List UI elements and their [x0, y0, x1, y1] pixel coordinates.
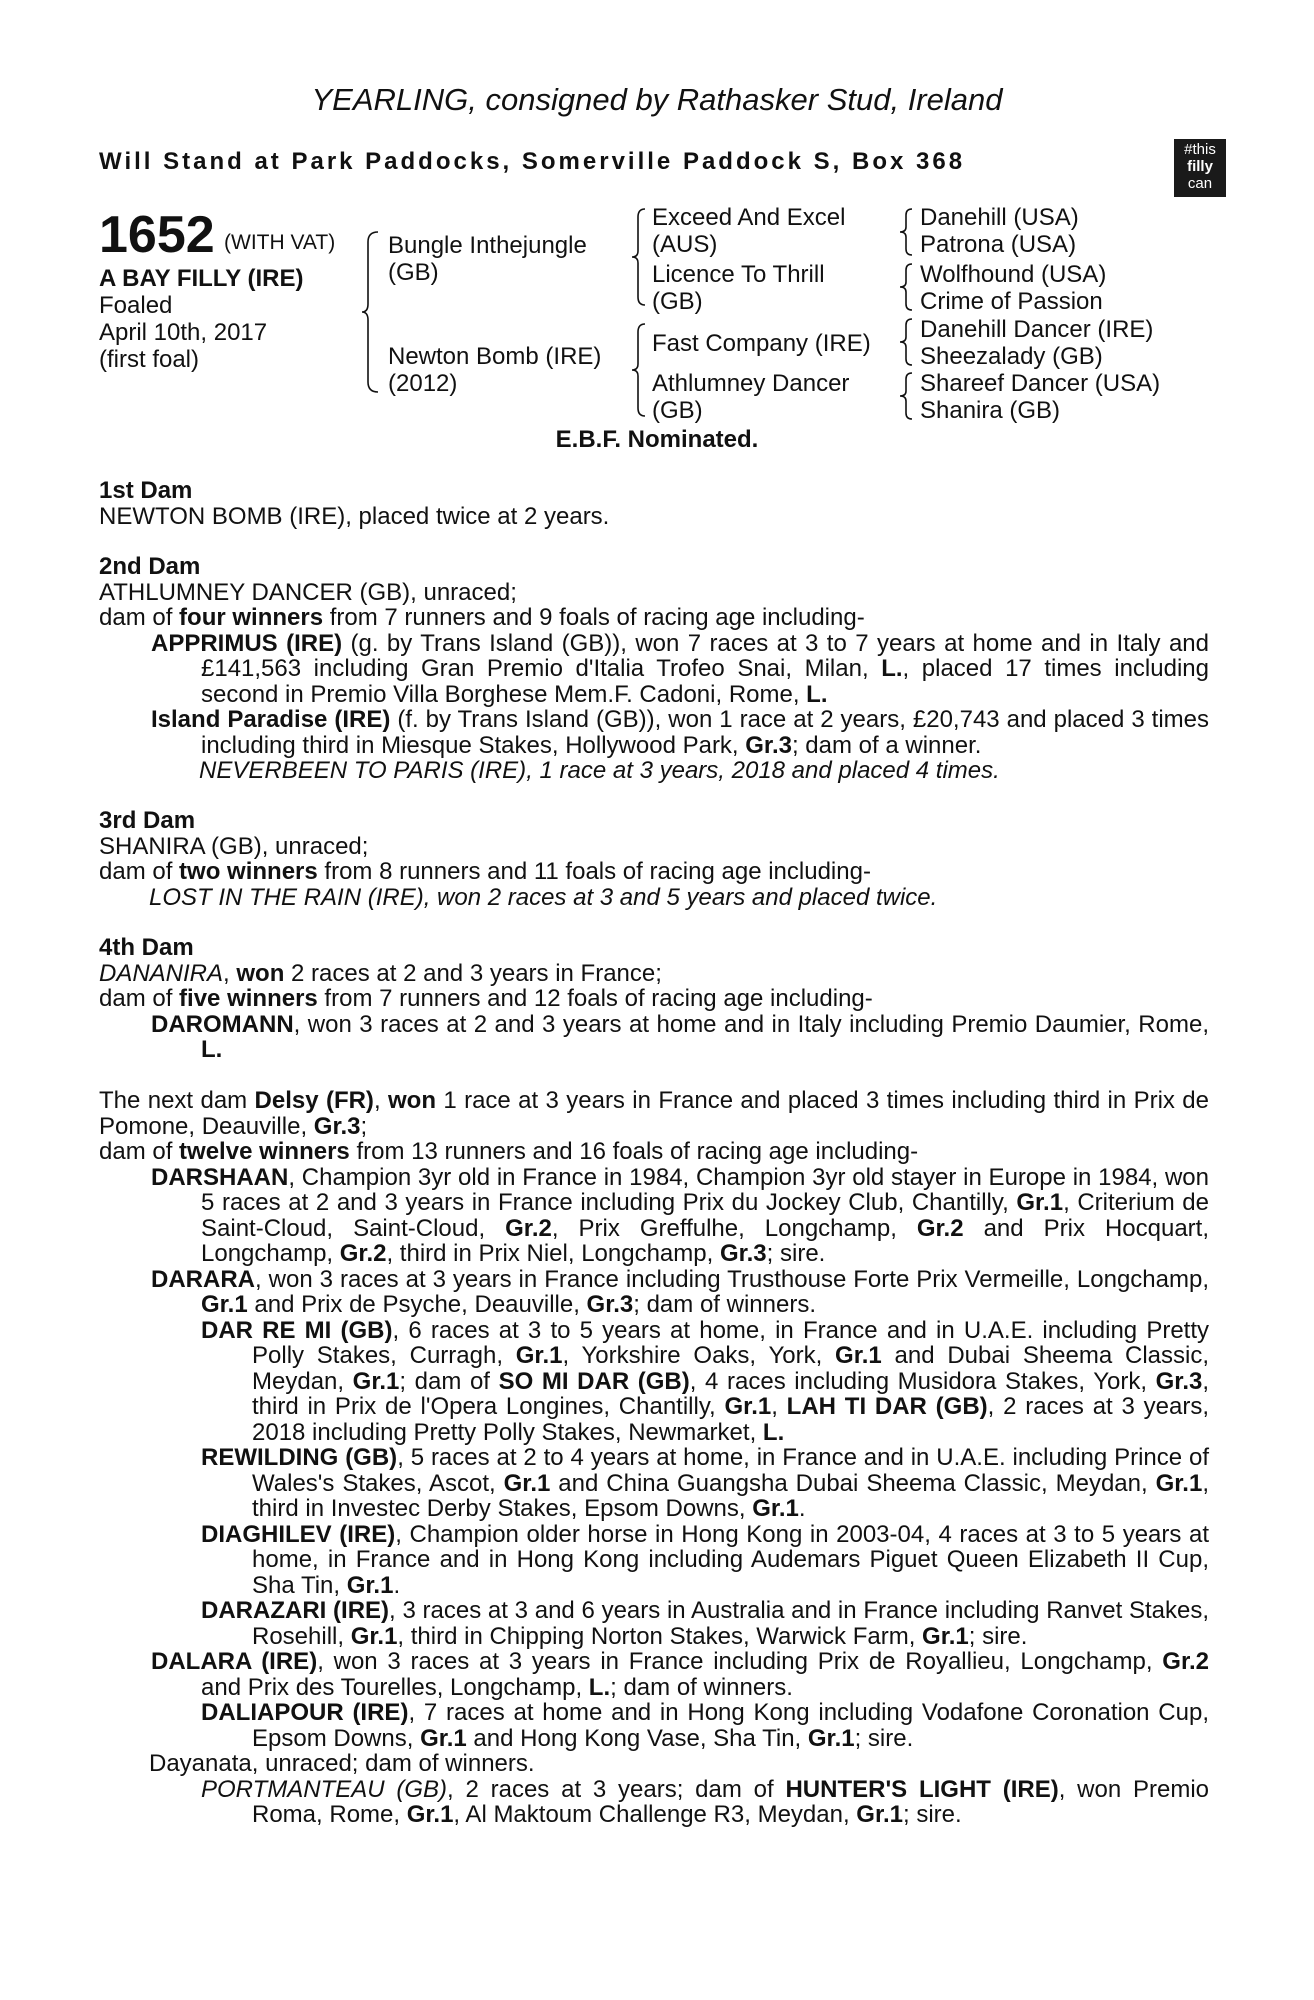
fourth-dam-section	[99, 935, 1209, 1063]
pedigree-bracket-dam	[630, 320, 650, 420]
text-run: , Al Maktoum Challenge R3, Meydan,	[453, 1801, 857, 1828]
text-run: , won 3 races at 3 years in France including Prix de Royallieu, Longchamp,	[317, 1648, 1163, 1675]
text-run: five winners	[179, 985, 318, 1012]
vat-note: (WITH VAT)	[224, 231, 336, 254]
text-run: 2 races at 2 and 3 years in France;	[284, 959, 662, 987]
text-run: DARSHAAN	[151, 1163, 289, 1191]
dam-record: NEWTON BOMB (IRE), placed twice at 2 years.	[99, 502, 610, 530]
text-run: from 13 runners and 16 foals of racing age including-	[349, 1138, 919, 1165]
first-dam-section	[99, 478, 1209, 529]
sire-dam: Licence To Thrill	[652, 261, 825, 288]
produce-entry	[99, 631, 1209, 708]
foal-note: (first foal)	[99, 346, 200, 373]
text-run: , won 3 races at 3 years in France including Trusthouse Forte Prix Vermeille, Longchamp,	[255, 1265, 1209, 1293]
text-run: and Prix des Tourelles, Longchamp,	[201, 1673, 589, 1701]
text-run: dam of	[99, 858, 180, 885]
foaled-date: April 10th, 2017	[99, 319, 268, 346]
text-run: NEVERBEEN TO PARIS (IRE)	[199, 757, 527, 784]
text-run: ,	[771, 1393, 787, 1420]
horse-name: A BAY FILLY (IRE)	[99, 265, 304, 292]
section-heading: 4th Dam	[99, 934, 194, 961]
text-run: , 2 races at 3 years; dam of	[447, 1775, 786, 1803]
text-run: ; sire.	[766, 1240, 826, 1267]
text-run: PORTMANTEAU (GB)	[201, 1775, 448, 1803]
sire-sire: Exceed And Excel	[652, 204, 846, 231]
text-run: .	[393, 1571, 401, 1599]
text-run: , Yorkshire Oaks, York,	[562, 1342, 836, 1369]
pedigree-bracket-sire	[630, 205, 650, 310]
text-run: ; dam of a winner.	[791, 731, 982, 759]
text-run: Gr.1	[856, 1801, 903, 1828]
text-run: Gr.3	[719, 1240, 767, 1267]
ebf-nominated: E.B.F. Nominated.	[555, 426, 759, 453]
text-run: from 7 runners and 9 foals of racing age including-	[323, 604, 865, 631]
produce-entry	[99, 1777, 1209, 1828]
text-run: and Hong Kong Vase, Sha Tin,	[466, 1724, 808, 1752]
text-run: , Champion 3yr old in France in 1984, Champion 3yr old stayer in Europe in 1984, won 5 races at 2 and 3 years in France including Prix du Jockey Club, Chantilly,	[201, 1163, 1209, 1216]
text-run: (f. by Trans Island (GB)), won 1 race at 2 years, £20,743 and placed 3 times including third in Miesque Stakes, Hollywood Park,	[201, 706, 1209, 759]
logo-line: can	[1187, 175, 1213, 192]
text-run: , 3 races at 3 and 6 years in Australia and in France including Ranvet Stakes, Rosehill,	[252, 1597, 1209, 1650]
text-run: and Prix Hocquart, Longchamp,	[201, 1214, 1209, 1267]
text-run: four winners	[179, 604, 324, 631]
text-run: and Prix de Psyche, Deauville,	[247, 1291, 587, 1318]
text-run: from 7 runners and 12 foals of racing age including-	[317, 985, 873, 1012]
text-run: ; sire.	[903, 1801, 962, 1828]
text-run: L.	[762, 1418, 785, 1446]
text-run: ; dam of winners.	[610, 1673, 793, 1701]
logo-line: #this	[1184, 141, 1216, 158]
text-run: Gr.1	[1155, 1469, 1203, 1497]
foaled-label: Foaled	[99, 292, 173, 319]
text-run: , 5 races at 2 to 4 years at home, in France and in U.A.E. including Prince of Wales's Stakes, Ascot,	[252, 1444, 1209, 1497]
produce-entry	[99, 1318, 1209, 1446]
lot-number: 1652	[99, 206, 215, 264]
text-run: , won 3 races at 2 and 3 years at home and in Italy including Premio Daumier, Rome,	[293, 1010, 1209, 1038]
text-run: L.	[881, 655, 903, 682]
text-run: Gr.1	[835, 1342, 882, 1369]
produce-summary	[99, 1139, 1209, 1165]
dam-record	[99, 961, 1209, 987]
text-run: won	[387, 1087, 436, 1114]
text-run: , Champion older horse in Hong Kong in 2003-04, 4 races at 3 to 5 years at home, in France and in Hong Kong including Audemars Piguet Queen Elizabeth II Cup, Sha Tin,	[252, 1520, 1209, 1599]
sire-origin: (GB)	[388, 259, 439, 286]
produce-summary	[99, 859, 1209, 885]
produce-entry	[99, 1598, 1209, 1649]
text-run: Gr.1	[724, 1393, 772, 1420]
text-run: LOST IN THE RAIN (IRE)	[149, 883, 424, 911]
dam-record: ATHLUMNEY DANCER (GB), unraced;	[99, 578, 517, 606]
text-run: Gr.3	[313, 1112, 361, 1140]
consignment-line: YEARLING, consigned by Rathasker Stud, Ireland	[311, 82, 1003, 117]
text-run: L.	[201, 1036, 223, 1063]
text-run: Delsy (FR)	[254, 1087, 374, 1114]
text-run: , third in Investec Derby Stakes, Epsom Downs,	[252, 1469, 1209, 1522]
text-run: dam of	[99, 1138, 180, 1165]
text-run: (g. by Trans Island (GB)), won 7 races at 3 to 7 years at home and in Italy and £141,563 including Gran Premio d'Italia Trofeo Snai, Milan,	[201, 629, 1209, 682]
dam-year: (2012)	[388, 370, 458, 397]
text-run: , Criterium de Saint-Cloud, Saint-Cloud,	[201, 1189, 1209, 1242]
text-run: dam of	[99, 985, 180, 1012]
text-run: Gr.1	[406, 1801, 454, 1828]
text-run: ; dam of winners.	[633, 1291, 816, 1318]
text-run: DANANIRA	[99, 959, 224, 987]
text-run: Gr.1	[503, 1469, 551, 1497]
dam-dam: Athlumney Dancer	[652, 370, 850, 397]
text-run: Gr.1	[807, 1724, 855, 1752]
third-dam-section	[99, 808, 1209, 910]
section-heading: 3rd Dam	[99, 807, 196, 834]
text-run: HUNTER'S LIGHT (IRE)	[785, 1775, 1059, 1803]
text-run: DALIAPOUR (IRE)	[201, 1699, 409, 1726]
text-run: DARARA	[151, 1265, 255, 1293]
section-heading: 1st Dam	[99, 477, 193, 504]
produce-entry	[99, 885, 1209, 911]
stand-location: Will Stand at Park Paddocks, Somerville Paddock S, Box 368	[99, 148, 966, 175]
produce-summary	[99, 986, 1209, 1012]
text-run: twelve winners	[179, 1138, 350, 1165]
text-run: and China Guangsha Dubai Sheema Classic, Meydan,	[550, 1469, 1156, 1497]
text-run: , won Premio Roma, Rome,	[252, 1775, 1210, 1828]
text-run: .	[798, 1495, 806, 1522]
text-run: REWILDING (GB)	[201, 1444, 398, 1471]
text-run: Gr.2	[916, 1214, 964, 1242]
text-run: L.	[588, 1673, 611, 1701]
text-run: DAR RE MI (GB)	[201, 1316, 393, 1344]
text-run: DALARA (IRE)	[151, 1648, 318, 1675]
text-run: Gr.1	[420, 1724, 467, 1752]
text-run: , third in Prix de l'Opera Longines, Chantilly,	[252, 1367, 1210, 1420]
section-heading: 2nd Dam	[99, 553, 201, 580]
text-run: ; dam of	[399, 1367, 499, 1395]
produce-entry	[99, 1012, 1209, 1063]
dam-record	[99, 1088, 1209, 1139]
text-run: , 2 races at 3 years, 2018 including Pretty Polly Stakes, Newmarket,	[252, 1393, 1209, 1446]
text-run: Gr.1	[346, 1571, 394, 1599]
ancestor: Patrona (USA)	[920, 231, 1077, 258]
pedigree-bracket-g3	[898, 205, 916, 259]
text-run: two winners	[179, 858, 318, 885]
produce-entry	[99, 1700, 1209, 1751]
produce-entry: Dayanata, unraced; dam of winners.	[149, 1750, 535, 1777]
text-run: from 8 runners and 11 foals of racing age including-	[317, 858, 871, 885]
dam-record: SHANIRA (GB), unraced;	[99, 832, 369, 860]
dam-dam-origin: (GB)	[652, 397, 703, 424]
text-run: , 1 race at 3 years, 2018 and placed 4 times.	[526, 757, 1000, 784]
text-run: Gr.1	[1016, 1189, 1064, 1216]
sire-name: Bungle Inthejungle	[388, 232, 587, 259]
text-run: , third in Prix Niel, Longchamp,	[386, 1240, 720, 1267]
text-run: Gr.1	[752, 1495, 799, 1522]
text-run: , third in Chipping Norton Stakes, Warwick Farm,	[397, 1622, 923, 1650]
second-dam-section	[99, 554, 1209, 784]
produce-entry	[99, 1165, 1209, 1267]
sire-dam-origin: (GB)	[652, 288, 703, 315]
produce-entry	[99, 758, 1209, 784]
text-run: Gr.2	[505, 1214, 552, 1242]
text-run: , 6 races at 3 to 5 years at home, in France and in U.A.E. including Pretty Polly Stakes, Curragh,	[252, 1316, 1210, 1369]
text-run: Gr.2	[1162, 1648, 1209, 1675]
text-run: L.	[806, 680, 828, 708]
sire-sire-origin: (AUS)	[652, 231, 718, 258]
text-run: Island Paradise (IRE)	[151, 706, 391, 733]
text-run: and Dubai Sheema Classic, Meydan,	[252, 1342, 1210, 1395]
text-run: ,	[223, 959, 237, 987]
ancestor: Wolfhound (USA)	[920, 261, 1107, 288]
text-run: Gr.3	[745, 731, 792, 759]
text-run: Gr.3	[586, 1291, 634, 1318]
text-run: DAROMANN	[151, 1010, 294, 1038]
ancestor: Sheezalady (GB)	[920, 343, 1103, 370]
text-run: Gr.1	[352, 1367, 400, 1395]
pedigree-bracket-g3	[898, 260, 916, 314]
next-dam-section	[99, 1088, 1209, 1828]
text-run: , won 2 races at 3 and 5 years and placed twice.	[423, 883, 938, 911]
text-run: ; sire.	[854, 1724, 914, 1752]
text-run: DIAGHILEV (IRE)	[201, 1520, 396, 1548]
text-run: Gr.1	[201, 1291, 248, 1318]
text-run: The next dam	[99, 1087, 255, 1114]
ancestor: Danehill (USA)	[920, 204, 1079, 231]
this-filly-can-logo	[1174, 139, 1226, 197]
dam-sire: Fast Company (IRE)	[652, 330, 871, 357]
text-run: ;	[360, 1112, 368, 1140]
text-run: SO MI DAR (GB)	[498, 1367, 690, 1395]
ancestor: Shareef Dancer (USA)	[920, 370, 1161, 397]
logo-line: filly	[1187, 158, 1213, 175]
text-run: Gr.1	[515, 1342, 563, 1369]
produce-entry	[99, 1267, 1209, 1318]
produce-entry	[99, 707, 1209, 758]
text-run: dam of	[99, 604, 180, 631]
dam-name: Newton Bomb (IRE)	[388, 343, 602, 370]
text-run: , 4 races including Musidora Stakes, York,	[689, 1367, 1156, 1395]
text-run: Gr.1	[922, 1622, 969, 1650]
text-run: won	[236, 959, 285, 987]
produce-entry	[99, 1649, 1209, 1700]
text-run: , Prix Greffulhe, Longchamp,	[551, 1214, 917, 1242]
text-run: Gr.3	[1155, 1367, 1203, 1395]
text-run: Gr.2	[339, 1240, 387, 1267]
text-run: , 7 races at home and in Hong Kong including Vodafone Coronation Cup, Epsom Downs,	[252, 1699, 1209, 1752]
produce-entry	[99, 1522, 1209, 1599]
text-run: Gr.1	[350, 1622, 398, 1650]
produce-entry	[99, 1445, 1209, 1522]
pedigree-bracket-g3	[898, 369, 916, 423]
ancestor: Danehill Dancer (IRE)	[920, 316, 1154, 343]
ancestor: Shanira (GB)	[920, 397, 1061, 424]
pedigree-bracket-g3	[898, 315, 916, 369]
ancestor: Crime of Passion	[920, 288, 1103, 315]
text-run: ,	[373, 1087, 388, 1114]
text-run: 1 race at 3 years in France and placed 3 times including third in Prix de Pomone, Deauville,	[99, 1087, 1210, 1140]
text-run: LAH TI DAR (GB)	[786, 1393, 988, 1420]
text-run: APPRIMUS (IRE)	[151, 629, 343, 657]
text-run: ; sire.	[968, 1622, 1028, 1650]
text-run: , placed 17 times including second in Premio Villa Borghese Mem.F. Cadoni, Rome,	[201, 655, 1209, 708]
produce-summary	[99, 605, 1209, 631]
pedigree-bracket-main	[360, 228, 384, 396]
text-run: DARAZARI (IRE)	[201, 1597, 390, 1624]
